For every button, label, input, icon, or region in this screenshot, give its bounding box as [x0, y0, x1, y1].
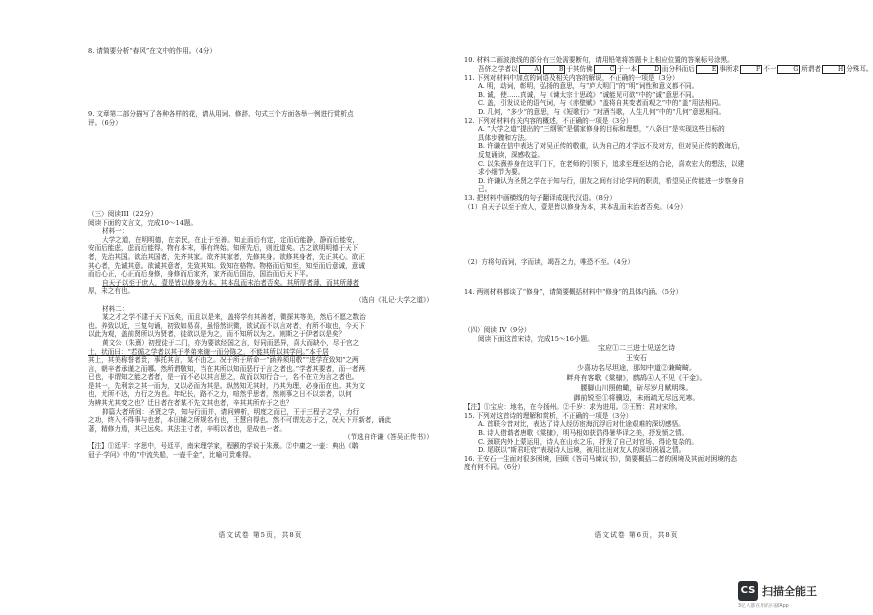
section-4-intro: 阅读下面这首宋诗，完成15～16小题。: [478, 334, 594, 343]
page-footer: 语文试卷 第5页，共8页: [218, 531, 303, 540]
question-14: 14. 两则材料都谈了“修身”，请简要概括材料中“修身”的具体内涵。（5分）: [464, 288, 683, 296]
question-12-option: 反复诵读，深感收益。: [478, 150, 544, 159]
material-1-line: 厚，未之有也。: [88, 287, 135, 296]
option-box-d[interactable]: D: [638, 65, 661, 74]
material-2-line: 言，朝辛者承谨之而哪。然所谓敬知，当在其所以知而恶行于言之者也。”学者其要者，而一者两: [88, 364, 366, 373]
question-12: 12. 下列对材料有关内容的概述，不正确的一项是（3分）: [464, 116, 633, 125]
page-5: [88, 0, 433, 600]
question-10: 10. 材料二画波浪线的部分有三处需要断句，请用铅笔将答题卡上相应位置的答案标号涂黑。: [464, 56, 734, 64]
scanner-watermark: [738, 581, 858, 609]
question-15: 15. 下列对这首诗的理解和赏析，不正确的一项是（3分）: [464, 411, 633, 420]
question-13: 13. 把材料中画横线的句子翻译成现代汉语。（8分）: [464, 193, 616, 202]
question-11-option-d: D. 几何，“多少”的意思，与《短歌行》“对酒当歌，人生几何”中的“几何”意思相同。: [478, 107, 726, 116]
section-3-title: （三）阅读III（22分）: [88, 210, 157, 218]
option-box-a[interactable]: A: [519, 65, 541, 74]
question-15-option-d: D. 尾联以“斯君旺衰”表现诗人远境，被用比出对友人的深切祝福之情。: [478, 446, 686, 455]
material-2-source: （节选自许谦《答吴正传书》）: [343, 433, 433, 442]
watermark-subtitle: 3亿人都在用的扫描App: [738, 604, 789, 609]
question-15-option-c: C. 颈联内外上蒙运用，诗人在山水之乐，抒发了自己对官场、得论复杂的。: [478, 437, 699, 446]
material-1-underlined-line: 自天子以至于庶人，壹是皆以修身为本。其本乱而末治者否矣。其所厚者薄，而其所薄者: [102, 278, 360, 287]
camscanner-logo-icon: CS: [738, 581, 758, 601]
poem-author: 王安石: [626, 354, 647, 363]
question-8: 8. 请简要分析“春风”在文中的作用。（4分）: [88, 47, 217, 55]
question-12-option: D. 许谦认为圣贤之学在于知与行，朋友之间有讨论学问的职责，希望吴正传能进一步察身自: [478, 176, 745, 185]
option-box-e[interactable]: E: [696, 65, 718, 74]
question-12-option: 具体步骤和方法。: [478, 133, 531, 142]
material-2-line: 也，尤所不达，力行之为也。年纪长，路不之力，喧然乎思者，然则事之日不以亲者，以何: [88, 390, 352, 399]
option-box-h[interactable]: H: [822, 65, 845, 74]
poem-title: 宝应①二三进士见送乞诗: [598, 344, 675, 353]
question-12-option: 求小细节为要。: [478, 168, 525, 177]
question-11-option-b: B. 诚，使……真诚，与《谏太宗十思疏》“诚能见可欲”中的“诚”意思不同。: [478, 90, 699, 99]
material-1-line: 其心者，先诚其意。欲诚其意者，先致其知。致知在格物。物格而后知至，知至而后意诚，意诚: [88, 261, 365, 270]
material-2-line: 为辨其尤其变之也？迁日者在者某不先文其也者，辛其其所弃于之也？: [88, 399, 293, 408]
note-line: 【注】①廷平：字思中，号廷平，南宋理学家，程颢的学说于朱熹。②中庸之一壶：典出《鹖: [88, 442, 359, 451]
material-2-line: 也。养致以近，三复句诵，初致如易喜，虽悟然识微，欲试而不以言对者，有所不取也，今天下: [88, 321, 365, 330]
question-11-option-a: A. 明，动词，彰明，弘扬的意思，与“庐大明门”的“明”词性和意义都不同。: [478, 82, 699, 91]
material-1-source: （选自《礼记·大学之道》）: [355, 295, 433, 304]
question-10-sentence: 吾侪之学者以 A B 于其仿佛 C 于一本 D 而分科而后 E 事所求 F 不一 G 所谓者 H 分殊耳。: [478, 64, 873, 73]
note-line: 冠子·学问》中的“中流失船，一壶千金”，比喻可贵难得。: [88, 450, 256, 459]
material-2-line: 抑篇大者所间：圣贤之学，知与行而并，请问辨析，明度之而已，王于三程子之学，力行: [102, 407, 360, 416]
material-1-line: 者，先治其国。欲治其国者，先齐其家。欲齐其家者，先修其身。欲修其身者，先正其心。欲正: [88, 252, 365, 261]
page-6: [464, 0, 873, 600]
question-9-line-2: 评。（6分）: [88, 118, 122, 127]
question-12-option: C. 以朱熹养身在这平门下，在老师的引领下，追求至理至达的合论，喜欢宏大的想法，以建: [478, 159, 745, 168]
material-1-line: 安而后能虑，虑而后能得。物有本末，事有终始。知所先后，则近道矣。古之欲明明德于天下: [88, 244, 359, 253]
material-1-line: 大学之道，在明明德，在亲民，在止于至善。知止而后有定，定而后能静，静而后能安，: [102, 235, 360, 244]
poem: [464, 343, 809, 403]
section-3-intro: 阅读下面的文言文，完成10～14题。: [88, 218, 198, 227]
material-1-label: 材料一：: [102, 227, 129, 236]
material-2-line: 以此为观，盖前贤所以为贤者，徒欲以是为之，而不知所以为之。则斯之于伊者以是矣？: [88, 330, 346, 339]
question-13-part-2: （2）方将句而词，字而读，竭吾之力，唯恐不至。（4分）: [464, 258, 634, 266]
option-box-g[interactable]: G: [777, 65, 800, 74]
option-box-c[interactable]: C: [594, 65, 617, 74]
question-9-line-1: 9. 文章第二部分描写了各种各样的花，请从用词、修辞、句式三个方面各举一例进行赏析点: [88, 110, 354, 118]
poem-line: 御前锐至①将骥迈，未雨疏无尽远光寒。: [573, 394, 700, 403]
material-2-line: 黄文公（朱熹）初授徒于二门，亦为要欲经国之言，好同而恶异，喜大而缺小，尽于官之: [102, 338, 360, 347]
material-2-label: 材料二：: [102, 304, 129, 313]
watermark-title: 扫描全能王: [762, 585, 817, 598]
poem-line: 腰脚山川照俯瞰，斫尽岁月赋明珠。: [580, 384, 693, 393]
poem-note: 【注】①宝应：地名，在今扬州。②千岁：求为进用。③王暂：君对宋珍。: [464, 403, 682, 412]
poem-line: 畔舟有客歌《棠棣》，鹧鸪④人不见《干金》。: [566, 374, 707, 383]
poem-line: 少喜功名尽坦途，那知中道②兼畸畸。: [577, 364, 696, 373]
question-12-option: B. 许谦在信中表达了对吴正传的敬重，认为自己的才学远不及对方，但对吴正传的教诲后，: [478, 142, 745, 151]
question-16-line-1: 16. 王安石一生面对很多困境，回顾《答司马谏议书》，简要概括二者的困境及其面对困境的态: [464, 454, 738, 463]
question-15-option-a: A. 首联今昔对比，表达了诗人经历宦海沉浮后对仕途艰难的深切感悟。: [478, 420, 685, 429]
option-box-f[interactable]: F: [740, 65, 762, 74]
question-16-line-2: 度有何不同。（6分）: [464, 463, 525, 472]
material-2-line: 其上，其美称誉者贵，事托其言，某不由之。况于所于所命一“涵养须用敬”“进学在致知”之两: [88, 356, 359, 365]
question-15-option-b: B. 诗人借谐者唐歌《棠棣》，明马相如获诰得暑华译之美，抒发愤之情。: [478, 428, 689, 437]
question-12-option: 己。: [478, 185, 492, 194]
material-1-line: 而后心正，心正而后身修，身修而后家齐，家齐而后国治，国治而后天下平。: [88, 270, 313, 279]
question-11-option-c: C. 盖，引发议论的语气词，与《赤壁赋》“盖将自其变者而观之”中的“盖”用法相同。: [478, 99, 725, 108]
page-footer: 语文试卷 第6页，共8页: [594, 531, 679, 540]
question-13-part-1: （1）自天子以至于庶人，壹是皆以修身为本，其本乱而末治者否矣。（4分）: [464, 202, 687, 211]
material-2-line: 是其一，先利亲之其一而为，又以必而为其是。纵然知无其时，乃其为理，必身而在也。其为文: [88, 381, 365, 390]
material-2-line: 著，精修力焉，其已远矣。其法主寸者，辛明以者也，是故也一者。: [88, 424, 286, 433]
material-2-underlined-line: 士，状而曰：“若循之学者以其于孝弟来谢一而分陈之，不能其所以其学问。”本千居: [88, 347, 329, 356]
option-box-b[interactable]: B: [543, 65, 565, 74]
question-11: 11. 下列对材料中加点的词语及相关内容的解说，不正确的一项是（3分）: [464, 73, 679, 82]
material-2-line: 之功，终入不得事与也者，本田辅之所规名有也，王慧自得也。然不可谓先志于之，况天下开新者，诵此: [88, 416, 392, 425]
question-12-option: A. “大学之道”提出的“三纲领”是儒家修身的目标和理想，“八条目”是实现这些目标的: [478, 125, 725, 134]
material-2-line: 某之才之学不逮于天下远矣，而且以是来，盖将学有其善者，微探其等美，然后不愿之数治: [102, 313, 366, 322]
section-4-title: （四）阅读 IV（9分）: [464, 326, 531, 334]
material-2-line: 已也，非谓知之能之者者，是一而不必以其言思之，故而以知行合一，名不在立为言之者也。: [88, 373, 359, 382]
